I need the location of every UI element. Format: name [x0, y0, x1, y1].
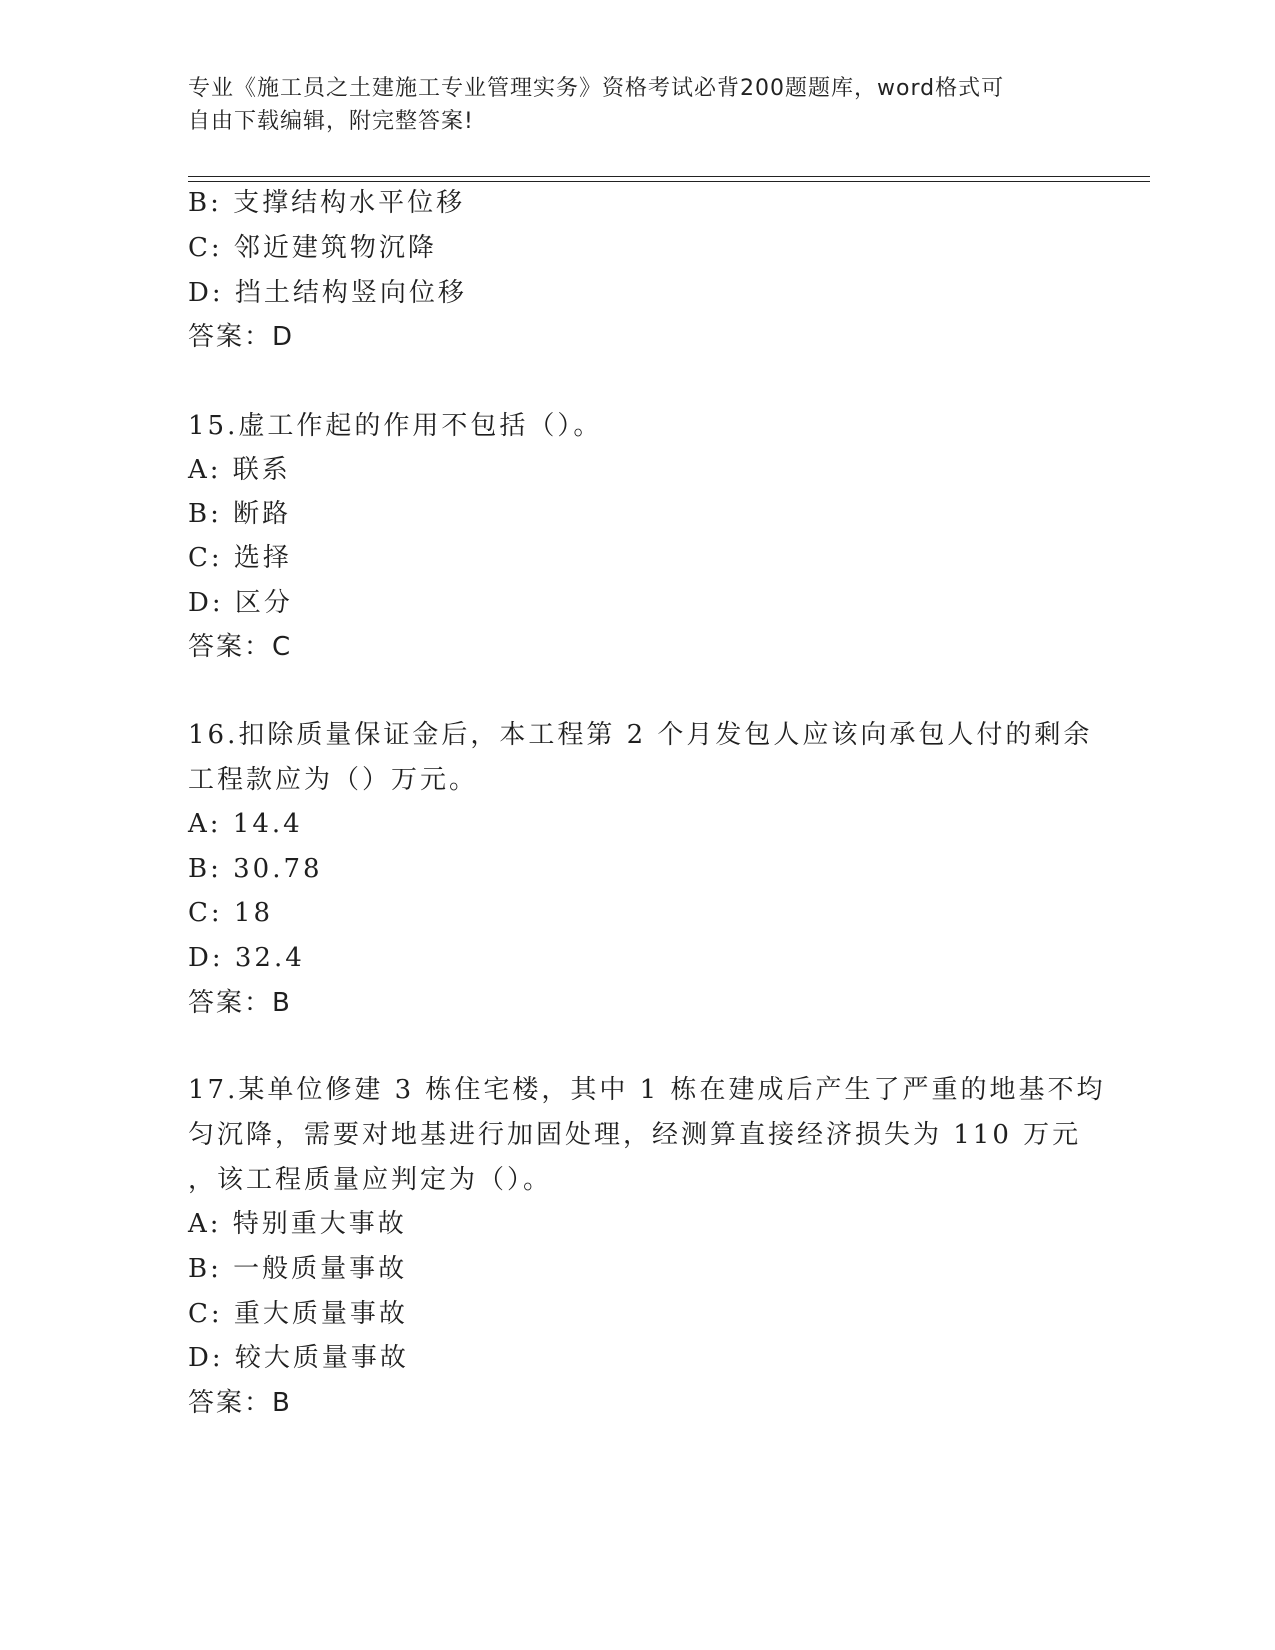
q17-option-c: C: 重大质量事故: [188, 1299, 408, 1329]
q16-stem-line-1: 16.扣除质量保证金后，本工程第 2 个月发包人应该向承包人付的剩余: [188, 720, 1093, 750]
q15-option-a: A: 联系: [188, 455, 291, 485]
document-header: [188, 72, 1088, 138]
q15-stem: 15.虚工作起的作用不包括（）。: [188, 411, 603, 441]
q14-answer: 答案：D: [188, 322, 295, 352]
q14-option-c: C: 邻近建筑物沉降: [188, 233, 437, 263]
q16-option-d: D: 32.4: [188, 943, 305, 973]
q15-option-b: B: 断路: [188, 499, 292, 529]
q16-option-c: C: 18: [188, 898, 274, 928]
header-divider-bottom: [188, 181, 1150, 182]
q16-stem-line-2: 工程款应为（）万元。: [188, 765, 479, 795]
q16-option-a: A: 14.4: [188, 809, 303, 839]
q17-stem-line-2: 匀沉降，需要对地基进行加固处理，经测算直接经济损失为 110 万元: [188, 1120, 1082, 1150]
q17-option-b: B: 一般质量事故: [188, 1254, 408, 1284]
q14-option-d: D: 挡土结构竖向位移: [188, 278, 467, 308]
header-line-2: 自由下载编辑，附完整答案!: [188, 109, 474, 134]
q15-option-d: D: 区分: [188, 588, 293, 618]
q15-answer: 答案：C: [188, 632, 293, 662]
header-line-1: 专业《施工员之土建施工专业管理实务》资格考试必背200题题库，word格式可: [188, 76, 1005, 101]
q17-stem-line-3: ，该工程质量应判定为（）。: [188, 1165, 553, 1195]
q15-option-c: C: 选择: [188, 543, 292, 573]
q17-stem-line-1: 17.某单位修建 3 栋住宅楼，其中 1 栋在建成后产生了严重的地基不均: [188, 1075, 1106, 1105]
q17-option-d: D: 较大质量事故: [188, 1343, 409, 1373]
q17-answer: 答案：B: [188, 1388, 292, 1418]
q14-option-b: B: 支撑结构水平位移: [188, 188, 466, 218]
q16-answer: 答案：B: [188, 988, 292, 1018]
q17-option-a: A: 特别重大事故: [188, 1209, 407, 1239]
header-divider-top: [188, 176, 1150, 177]
q16-option-b: B: 30.78: [188, 854, 323, 884]
